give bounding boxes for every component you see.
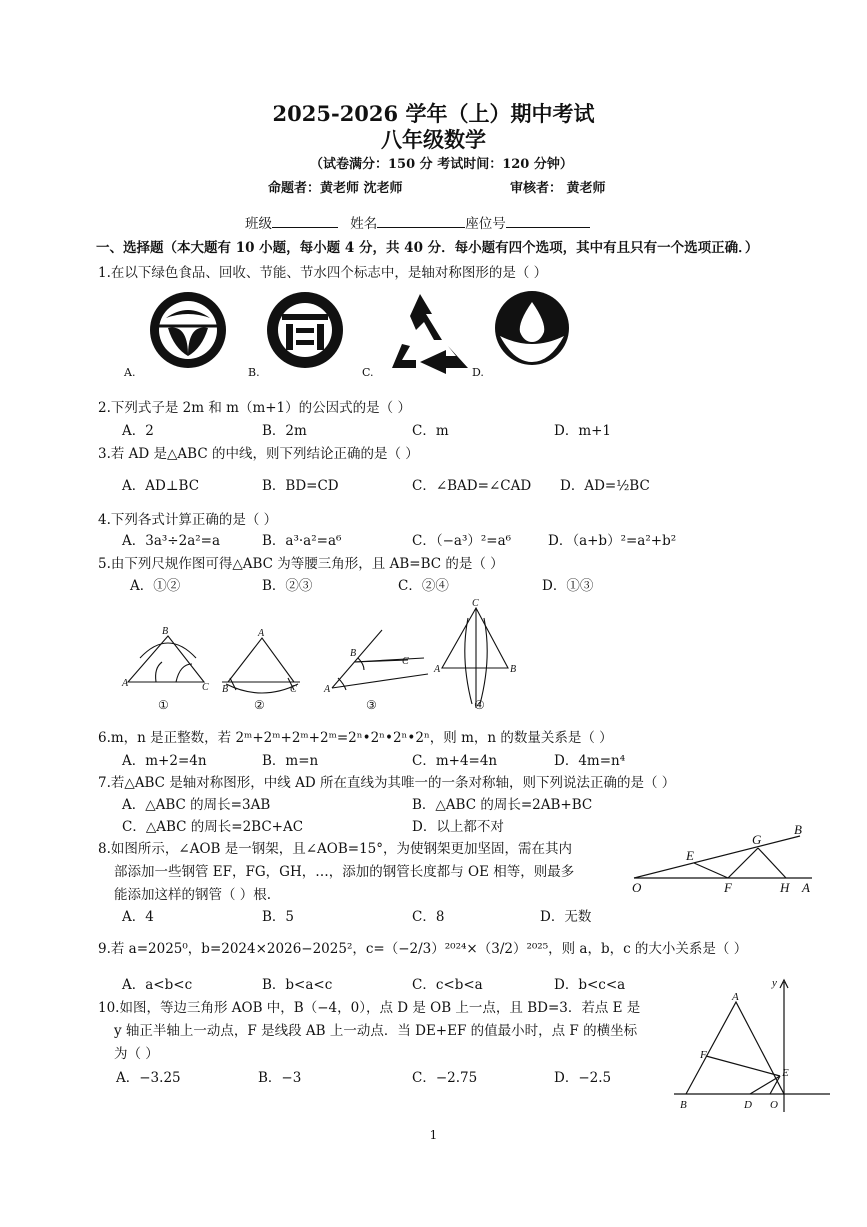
svg-text:A: A <box>122 678 129 689</box>
svg-text:E: E <box>686 848 694 863</box>
svg-text:O: O <box>770 1099 778 1111</box>
seat-field[interactable] <box>506 215 590 228</box>
q4-option-b[interactable]: B．a³·a²=a⁶ <box>262 533 342 549</box>
q3-option-b[interactable]: B．BD=CD <box>262 478 339 494</box>
svg-text:C: C <box>472 598 479 609</box>
svg-text:C: C <box>202 682 209 693</box>
question-2-stem: 2.下列式子是 2m 和 m（m+1）的公因式的是（ ） <box>98 400 411 416</box>
q5-fig-label-2: ② <box>254 698 265 712</box>
svg-text:B: B <box>794 822 802 837</box>
q3-option-a[interactable]: A．AD⊥BC <box>122 478 200 494</box>
q4-option-d[interactable]: D．（a+b）²=a²+b² <box>548 533 677 549</box>
q10-option-b[interactable]: B．−3 <box>258 1070 302 1086</box>
q2-option-a[interactable]: A．2 <box>122 423 154 439</box>
q8-steel-frame-figure <box>628 820 818 900</box>
seat-label: 座位号 <box>465 216 506 232</box>
q5-fig-label-4: ④ <box>474 698 485 712</box>
svg-text:A: A <box>732 991 739 1003</box>
q9-option-a[interactable]: A．a<b<c <box>122 977 193 993</box>
q3-option-c[interactable]: C．∠BAD=∠CAD <box>412 478 532 494</box>
svg-text:D: D <box>744 1099 752 1111</box>
q2-option-d[interactable]: D．m+1 <box>554 423 612 439</box>
svg-text:B: B <box>680 1099 687 1111</box>
q7-option-d[interactable]: D．以上都不对 <box>412 819 504 835</box>
q10-option-a[interactable]: A．−3.25 <box>116 1070 181 1086</box>
svg-text:H: H <box>780 880 790 895</box>
q2-option-b[interactable]: B．2m <box>262 423 307 439</box>
question-3-stem: 3.若 AD 是△ABC 的中线，则下列结论正确的是（ ） <box>98 446 419 462</box>
class-label: 班级 <box>245 216 272 232</box>
svg-text:B: B <box>510 664 517 675</box>
question-8-stem-line3: 能添加这样的钢管（ ）根. <box>114 887 272 903</box>
svg-text:C: C <box>402 656 409 667</box>
svg-text:A: A <box>324 684 331 695</box>
name-label: 姓名 <box>350 216 378 232</box>
exam-reviewer: 审核者： 黄老师 <box>510 181 606 196</box>
construction-2 <box>222 628 300 695</box>
q8-option-b[interactable]: B．5 <box>262 909 295 925</box>
q5-fig-label-1: ① <box>158 698 169 712</box>
q5-option-b[interactable]: B．②③ <box>262 578 313 594</box>
q6-option-b[interactable]: B．m=n <box>262 753 319 769</box>
q8-option-d[interactable]: D．无数 <box>540 909 592 925</box>
q2-option-c[interactable]: C．m <box>412 423 449 439</box>
svg-text:F: F <box>700 1049 707 1061</box>
question-6-stem: 6.m，n 是正整数，若 2ᵐ+2ᵐ+2ᵐ+2ᵐ=2ⁿ•2ⁿ•2ⁿ•2ⁿ，则 m，n 的数量关系是（ ） <box>98 730 613 746</box>
q9-option-c[interactable]: C．c<b<a <box>412 977 483 993</box>
question-5-stem: 5.由下列尺规作图可得△ABC 为等腰三角形，且 AB=BC 的是（ ） <box>98 556 504 572</box>
q5-fig-label-3: ③ <box>366 698 377 712</box>
construction-1 <box>121 626 209 693</box>
question-10-stem-line3: 为（ ） <box>114 1046 159 1062</box>
page-number: 1 <box>429 1128 438 1142</box>
question-10-stem-line1: 10.如图，等边三角形 AOB 中，B（−4，0），点 D 是 OB 上一点，且 BD=3．若点 E 是 <box>98 1000 641 1016</box>
question-9-stem: 9.若 a=2025⁰，b=2024×2026−2025²，c=（−2/3）²⁰²⁴×（3/2）²⁰²⁵，则 a，b，c 的大小关系是（ ） <box>98 941 748 957</box>
q10-triangle-figure <box>670 976 840 1116</box>
q10-option-c[interactable]: C．−2.75 <box>412 1070 478 1086</box>
q9-option-b[interactable]: B．b<a<c <box>262 977 333 993</box>
q1-label-d: D. <box>472 366 484 379</box>
construction-4 <box>433 598 516 708</box>
exam-subject: 八年级数学 <box>381 127 486 152</box>
student-info-row <box>245 212 590 232</box>
q7-option-b[interactable]: B．△ABC 的周长=2AB+BC <box>412 797 593 813</box>
svg-text:G: G <box>752 832 762 847</box>
green-food-logo-icon <box>150 292 226 368</box>
question-10-stem-line2: y 轴正半轴上一动点，F 是线段 AB 上一动点．当 DE+EF 的值最小时，点 F 的横坐标 <box>114 1023 638 1039</box>
name-field[interactable] <box>377 215 465 228</box>
recycle-logo-icon <box>267 292 343 368</box>
q5-option-c[interactable]: C．②④ <box>398 578 449 594</box>
svg-text:A: A <box>802 880 810 895</box>
q8-option-a[interactable]: A．4 <box>122 909 154 925</box>
q3-option-d[interactable]: D．AD=½BC <box>560 478 650 494</box>
question-8-stem-line2: 部添加一些钢管 EF，FG，GH，…，添加的钢管长度都与 OE 相等，则最多 <box>114 864 575 880</box>
q5-option-d[interactable]: D．①③ <box>542 578 594 594</box>
q6-option-a[interactable]: A．m+2=4n <box>122 753 207 769</box>
q1-label-c: C. <box>362 366 374 379</box>
svg-text:B: B <box>162 626 169 637</box>
q9-option-d[interactable]: D．b<c<a <box>554 977 626 993</box>
q6-option-c[interactable]: C．m+4=4n <box>412 753 498 769</box>
q6-option-d[interactable]: D．4m=n⁴ <box>554 753 626 769</box>
svg-text:A: A <box>434 664 441 675</box>
q8-option-c[interactable]: C．8 <box>412 909 445 925</box>
q5-option-a[interactable]: A．①② <box>130 578 181 594</box>
question-1-stem: 1.在以下绿色食品、回收、节能、节水四个标志中，是轴对称图形的是（ ） <box>98 265 548 281</box>
q7-option-a[interactable]: A．△ABC 的周长=3AB <box>122 797 271 813</box>
question-8-stem-line1: 8.如图所示，∠AOB 是一钢架，且∠AOB=15°，为使钢架更加坚固，需在其内 <box>98 841 573 857</box>
svg-text:F: F <box>724 880 732 895</box>
q10-option-d[interactable]: D．−2.5 <box>554 1070 612 1086</box>
exam-meta: （试卷满分：150 分 考试时间：120 分钟） <box>310 157 573 172</box>
q1-label-a: A. <box>124 366 136 379</box>
class-field[interactable] <box>272 215 338 228</box>
exam-author: 命题者：黄老师 沈老师 <box>268 181 403 196</box>
q1-logos-figure <box>130 288 590 384</box>
exam-title: 2025-2026 学年（上）期中考试 <box>272 101 595 126</box>
water-saving-logo-icon <box>495 291 569 365</box>
svg-text:B: B <box>222 684 229 695</box>
svg-text:O: O <box>632 880 642 895</box>
energy-saving-logo-icon <box>392 294 468 374</box>
section-heading: 一、选择题（本大题有 10 小题，每小题 4 分，共 40 分．每小题有四个选项，其中有且只有一个选项正确．） <box>96 240 759 256</box>
question-7-stem: 7.若△ABC 是轴对称图形，中线 AD 所在直线为其唯一的一条对称轴，则下列说法正确的是（ ） <box>98 775 676 791</box>
q1-label-b: B. <box>248 366 260 379</box>
q7-option-c[interactable]: C．△ABC 的周长=2BC+AC <box>122 819 304 835</box>
svg-text:E: E <box>782 1067 789 1079</box>
svg-text:y: y <box>772 977 777 989</box>
q4-option-c[interactable]: C．（−a³）²=a⁶ <box>412 533 512 549</box>
construction-3 <box>323 630 428 695</box>
svg-text:C: C <box>290 684 297 695</box>
question-4-stem: 4.下列各式计算正确的是（ ） <box>98 512 278 528</box>
svg-text:A: A <box>258 628 265 639</box>
svg-text:B: B <box>350 648 357 659</box>
q4-option-a[interactable]: A．3a³÷2a²=a <box>122 533 221 549</box>
